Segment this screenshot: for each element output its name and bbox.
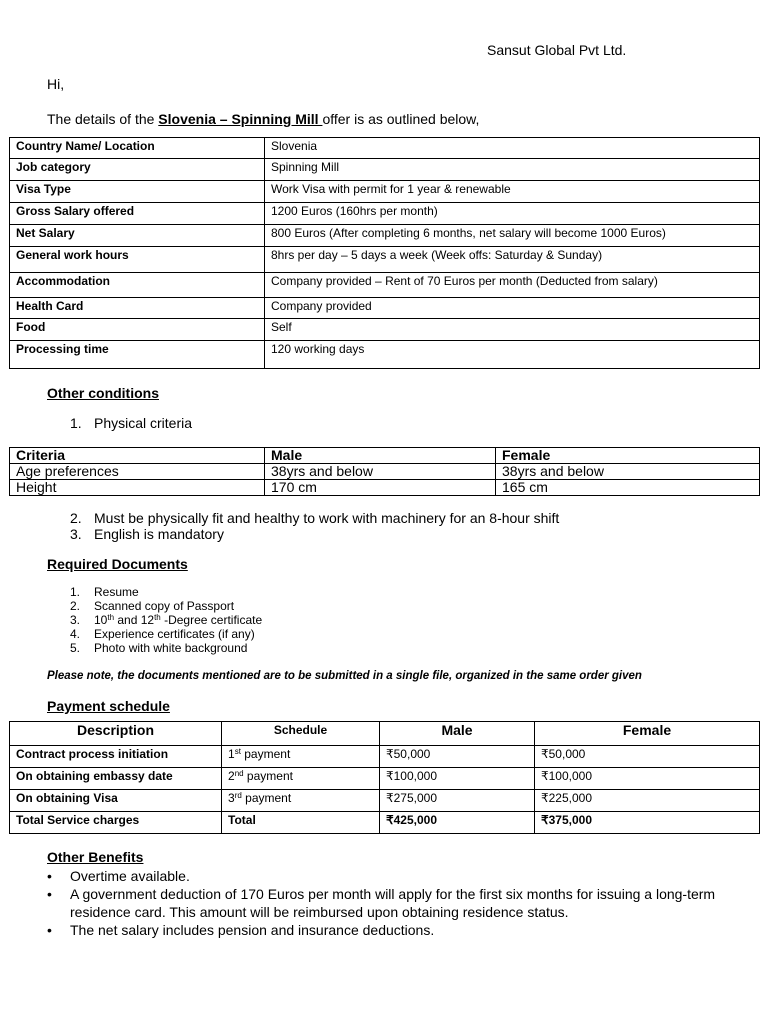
detail-label: Food <box>10 319 265 341</box>
schedule-text: payment <box>243 769 293 783</box>
superscript: th <box>107 613 115 622</box>
condition-text: English is mandatory <box>94 526 224 542</box>
detail-value: Work Visa with permit for 1 year & renewable <box>265 181 760 203</box>
column-header: Male <box>380 722 535 746</box>
table-row <box>10 138 760 159</box>
list-item <box>70 585 262 599</box>
table-row <box>10 480 760 496</box>
table-cell: 38yrs and below <box>265 464 496 480</box>
payment-description: Contract process initiation <box>10 746 222 768</box>
column-header: Schedule <box>222 722 380 746</box>
list-number: 2. <box>70 599 81 613</box>
benefit-text: Overtime available. <box>70 868 190 884</box>
list-number: 4. <box>70 627 81 641</box>
female-amount: ₹225,000 <box>535 790 760 812</box>
document-text-part: 10 <box>94 613 108 627</box>
company-name: Sansut Global Pvt Ltd. <box>487 42 627 58</box>
table-row <box>10 319 760 341</box>
benefit-text: The net salary includes pension and insurance deductions. <box>70 922 435 938</box>
ordinal-number: 3 <box>228 791 235 805</box>
benefit-text: A government deduction of 170 Euros per month will apply for the first six months for issuing a long-term residence card. This amount will be reimbursed upon obtaining residence status. <box>70 886 716 920</box>
list-item <box>70 613 262 627</box>
offer-details-table <box>9 137 760 369</box>
table-cell: 38yrs and below <box>496 464 760 480</box>
superscript: th <box>154 613 161 622</box>
list-item <box>70 627 262 641</box>
payment-schedule-cell <box>222 768 380 790</box>
detail-value: 8hrs per day – 5 days a week (Week offs: Saturday & Sunday) <box>265 247 760 273</box>
payment-description: Total Service charges <box>10 812 222 834</box>
condition-number: 2. <box>70 510 82 526</box>
document-text: Resume <box>94 585 139 599</box>
superscript: st <box>234 747 241 756</box>
other-benefits-list <box>47 867 730 939</box>
required-documents-heading: Required Documents <box>47 556 188 572</box>
list-item <box>47 921 730 939</box>
detail-label: Gross Salary offered <box>10 203 265 225</box>
table-row <box>10 247 760 273</box>
detail-label: Accommodation <box>10 273 265 298</box>
payment-description: On obtaining Visa <box>10 790 222 812</box>
detail-value: Company provided <box>265 298 760 319</box>
document-text: Experience certificates (if any) <box>94 627 255 641</box>
detail-label: Processing time <box>10 341 265 369</box>
female-amount: ₹375,000 <box>535 812 760 834</box>
condition-text: Must be physically fit and healthy to work with machinery for an 8-hour shift <box>94 510 560 526</box>
detail-value: Slovenia <box>265 138 760 159</box>
intro-emphasis: Slovenia – Spinning Mill <box>158 111 323 127</box>
detail-label: Net Salary <box>10 225 265 247</box>
table-row <box>10 768 760 790</box>
detail-value: Company provided – Rent of 70 Euros per month (Deducted from salary) <box>265 273 760 298</box>
intro-pre: The details of the <box>47 111 159 127</box>
detail-label: Visa Type <box>10 181 265 203</box>
bullet-icon: • <box>47 868 52 884</box>
column-header: Male <box>265 448 496 464</box>
list-number: 5. <box>70 641 81 655</box>
other-benefits-heading: Other Benefits <box>47 849 144 865</box>
bullet-icon: • <box>47 922 52 938</box>
detail-label: Job category <box>10 159 265 181</box>
table-row <box>10 298 760 319</box>
required-documents-list <box>70 585 262 655</box>
column-header: Female <box>496 448 760 464</box>
table-row <box>10 203 760 225</box>
detail-value: 1200 Euros (160hrs per month) <box>265 203 760 225</box>
detail-label: Country Name/ Location <box>10 138 265 159</box>
physical-criteria-table <box>9 447 760 496</box>
table-row <box>10 273 760 298</box>
condition-number: 3. <box>70 526 82 542</box>
schedule-text: payment <box>240 747 291 761</box>
document-text: Photo with white background <box>94 641 248 655</box>
detail-label: Health Card <box>10 298 265 319</box>
ordinal-number: 2 <box>228 769 235 783</box>
table-row <box>10 746 760 768</box>
list-item <box>47 885 730 921</box>
table-row <box>10 225 760 247</box>
column-header: Criteria <box>10 448 265 464</box>
condition-item-1 <box>70 415 192 431</box>
bullet-icon: • <box>47 886 52 902</box>
superscript: nd <box>234 769 244 778</box>
detail-value: Spinning Mill <box>265 159 760 181</box>
document-text: Scanned copy of Passport <box>94 599 235 613</box>
table-header-row <box>10 448 760 464</box>
document-text-part: and 12 <box>114 613 155 627</box>
detail-value: Self <box>265 319 760 341</box>
condition-text: Physical criteria <box>94 415 193 431</box>
table-row <box>10 181 760 203</box>
list-number: 1. <box>70 585 81 599</box>
table-cell: 165 cm <box>496 480 760 496</box>
female-amount: ₹50,000 <box>535 746 760 768</box>
payment-schedule-cell <box>222 790 380 812</box>
payment-schedule-table <box>9 721 760 834</box>
schedule-text: Total <box>222 812 380 834</box>
female-amount: ₹100,000 <box>535 768 760 790</box>
table-row <box>10 790 760 812</box>
list-item <box>70 641 262 655</box>
document-text-part: -Degree certificate <box>160 613 263 627</box>
other-conditions-heading: Other conditions <box>47 385 159 401</box>
intro-line <box>47 111 479 127</box>
schedule-text: payment <box>241 791 292 805</box>
male-amount: ₹275,000 <box>380 790 535 812</box>
list-item <box>47 867 730 885</box>
detail-value: 120 working days <box>265 341 760 369</box>
condition-number: 1. <box>70 415 82 431</box>
condition-item-3 <box>70 526 224 542</box>
payment-schedule-heading: Payment schedule <box>47 698 170 714</box>
table-total-row <box>10 812 760 834</box>
payment-description: On obtaining embassy date <box>10 768 222 790</box>
list-item <box>70 599 262 613</box>
male-amount: ₹100,000 <box>380 768 535 790</box>
column-header: Description <box>10 722 222 746</box>
condition-item-2 <box>70 510 559 526</box>
table-row <box>10 159 760 181</box>
superscript: rd <box>234 791 242 800</box>
table-row <box>10 341 760 369</box>
payment-schedule-cell <box>222 746 380 768</box>
ordinal-number: 1 <box>228 747 235 761</box>
detail-label: General work hours <box>10 247 265 273</box>
male-amount: ₹50,000 <box>380 746 535 768</box>
documents-note: Please note, the documents mentioned are to be submitted in a single file, organized in the same order given <box>47 670 642 682</box>
column-header: Female <box>535 722 760 746</box>
greeting: Hi, <box>47 76 65 92</box>
intro-post: offer is as outlined below, <box>322 111 480 127</box>
table-cell: Height <box>10 480 265 496</box>
male-amount: ₹425,000 <box>380 812 535 834</box>
table-row <box>10 464 760 480</box>
table-cell: Age preferences <box>10 464 265 480</box>
list-number: 3. <box>70 613 81 627</box>
table-header-row <box>10 722 760 746</box>
detail-value: 800 Euros (After completing 6 months, net salary will become 1000 Euros) <box>265 225 760 247</box>
table-cell: 170 cm <box>265 480 496 496</box>
